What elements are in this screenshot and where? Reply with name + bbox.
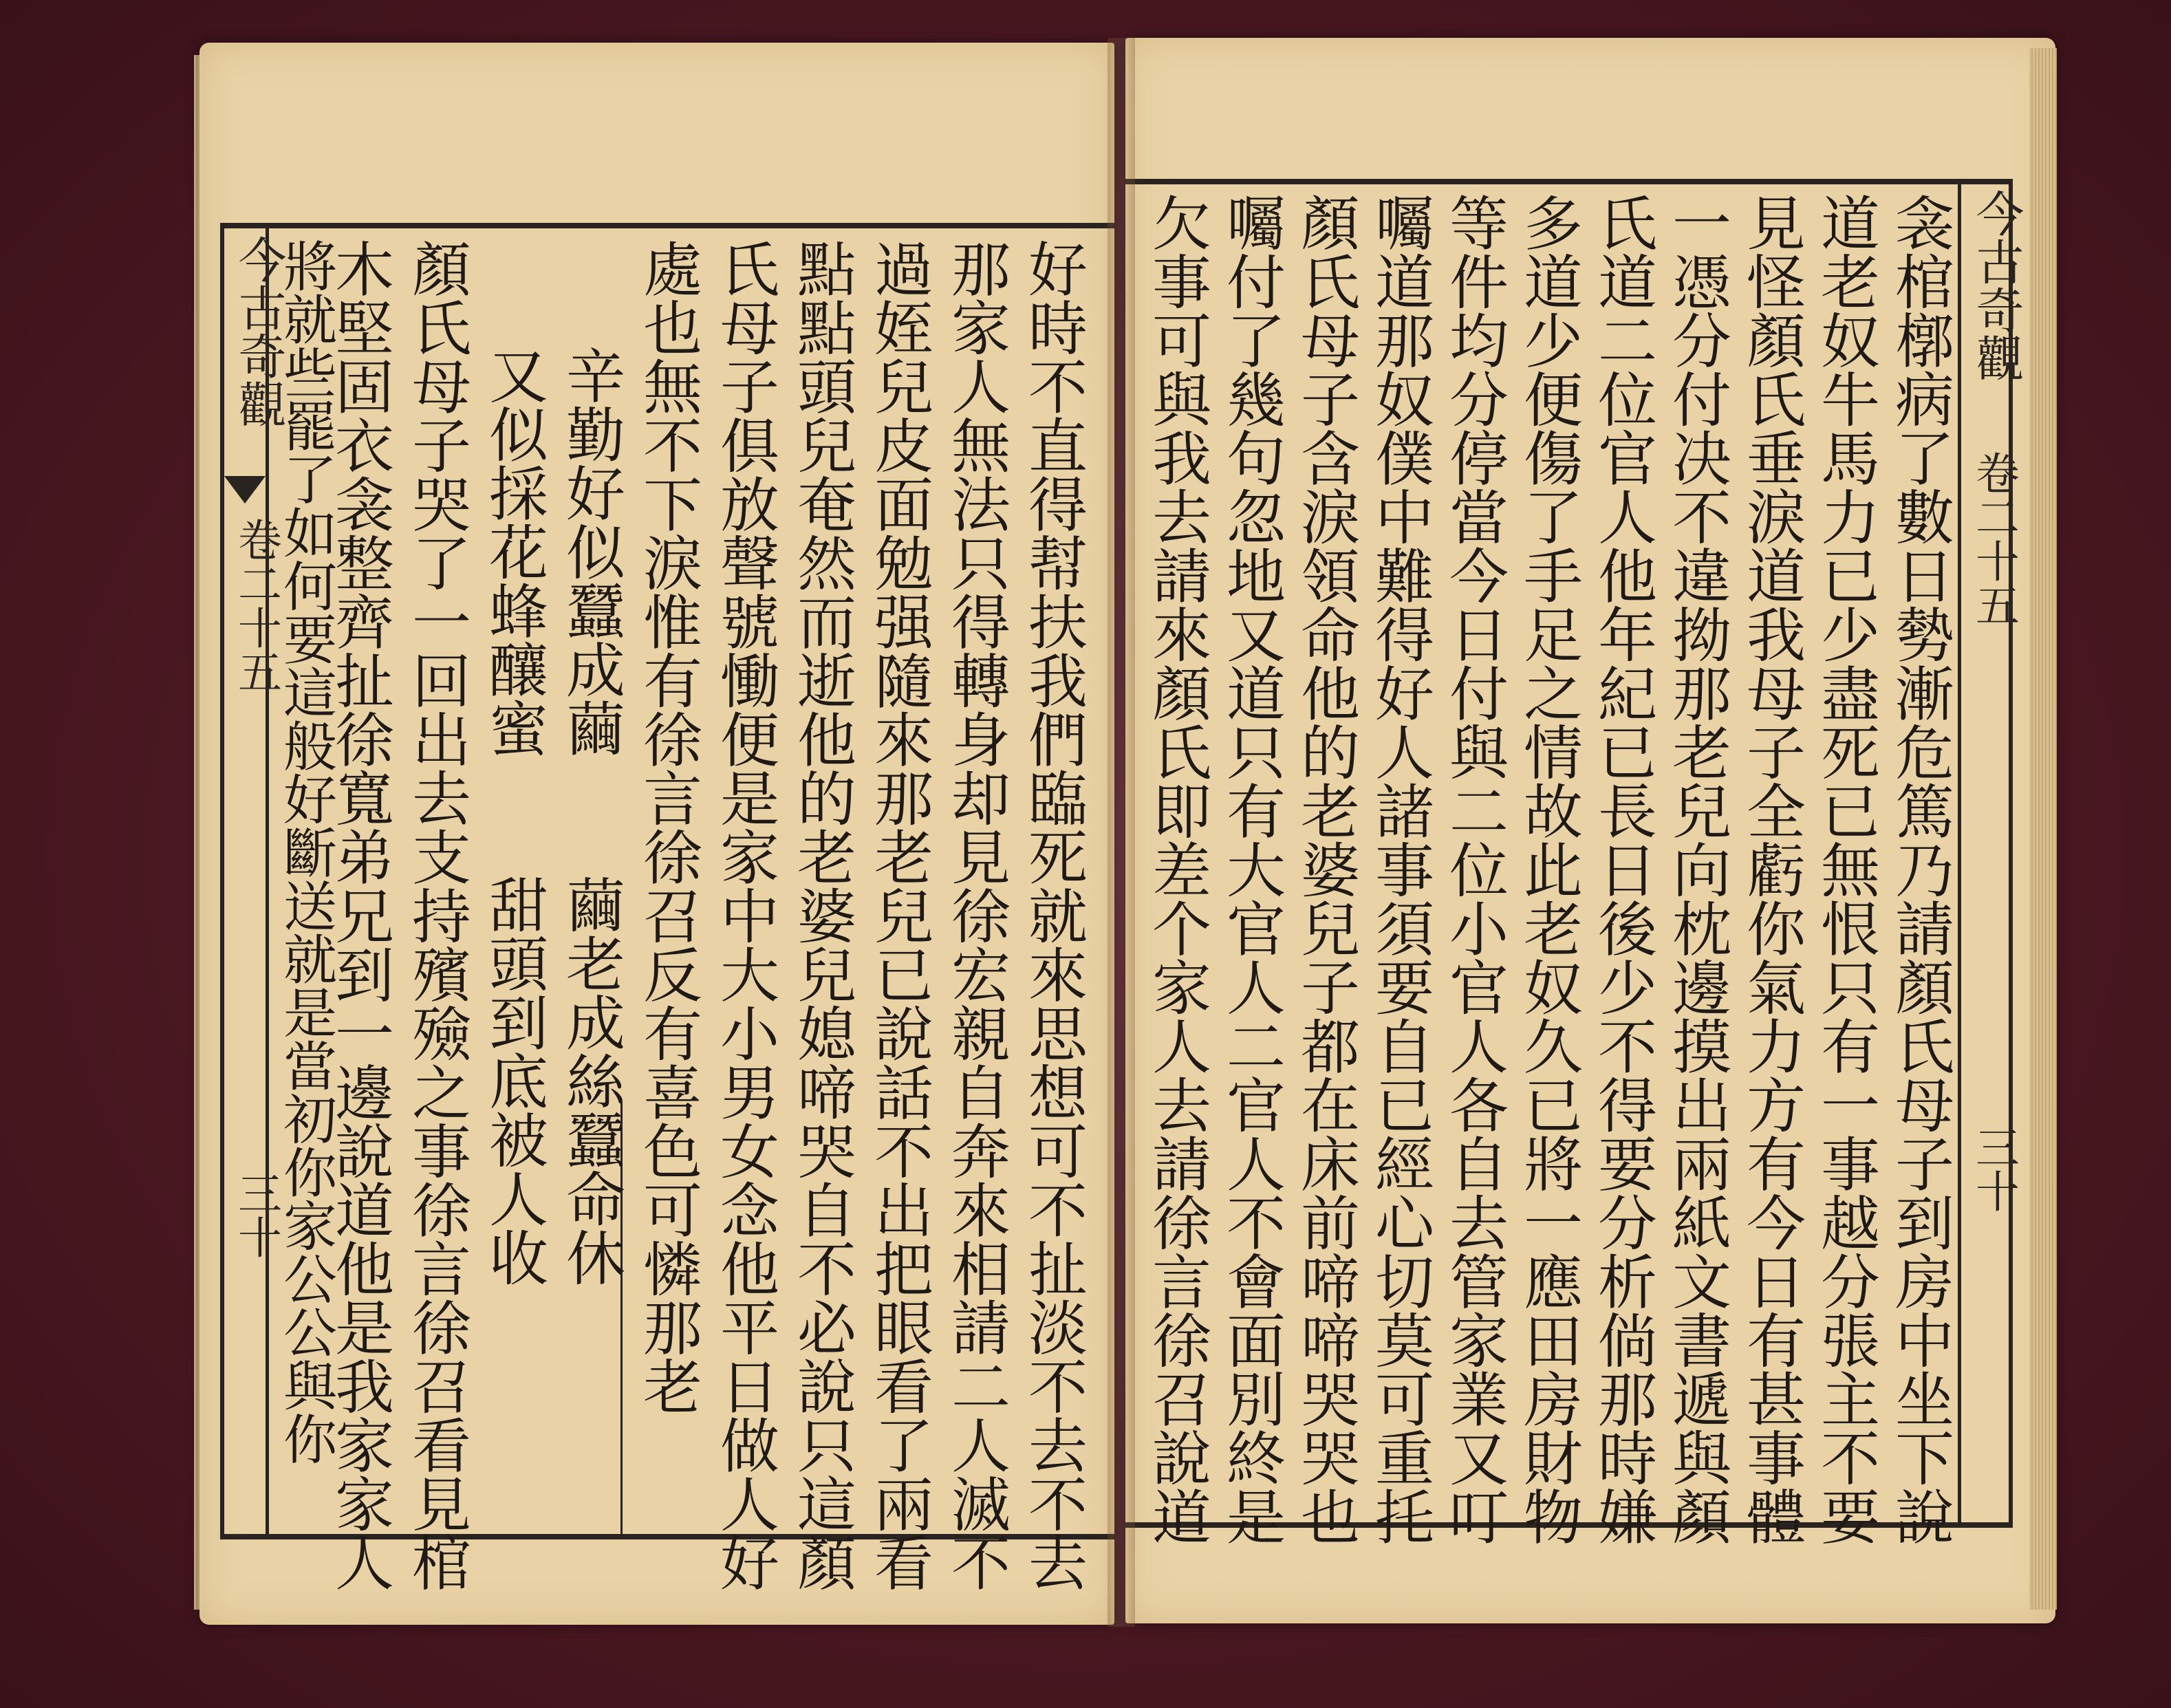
left-col-7-poem: 辛勤好似蠶成繭 繭老成絲蠶命休 (556, 345, 625, 1286)
right-margin-page: 三十 (1968, 1125, 2019, 1213)
right-col-6: 多道少便傷了手足之情故此老奴久已將一應田房財物 (1513, 193, 1582, 1546)
right-page-top-rule (1125, 179, 2013, 184)
right-col-7: 等件均分停當今日付與二位小官人各自去管家業又叮 (1439, 193, 1508, 1546)
left-margin-title: 今古奇觀 (230, 235, 287, 428)
left-page (199, 43, 1114, 1625)
right-col-1: 衾棺槨病了數日勢漸危篤乃請顏氏母子到房中坐下說 (1885, 193, 1954, 1546)
right-col-10: 囑付了幾句忽地又道只有大官人二官人不會面別終是 (1216, 193, 1285, 1546)
right-col-2: 道老奴牛馬力已少盡死已無恨只有一事越分張主不要 (1811, 193, 1879, 1546)
right-margin-title: 今古奇觀 (1968, 189, 2024, 382)
left-col-6: 處也無不下淚惟有徐言徐召反有喜色可憐那老 (633, 239, 702, 1415)
left-col-8-poem: 又似採花蜂釀蜜 甜頭到底被人收 (479, 345, 548, 1286)
left-col-11: 將就些罷了如何要這般好斷送就是當初你家公公與你 (274, 239, 336, 1465)
left-col-10: 木堅固衣衾整齊扯徐寬弟兄到一邊說道他是我家家人 (325, 239, 393, 1592)
right-col-3: 見怪顏氏垂淚道我母子全虧你氣力方有今日有甚事體 (1736, 193, 1805, 1546)
left-margin-page: 三十 (230, 1171, 281, 1259)
left-col-2: 那家人無法只得轉身却見徐宏親自奔來相請二人滅不 (941, 239, 1010, 1592)
right-col-4: 一憑分付决不違拗那老兒向枕邊摸出兩紙文書遞與顏 (1662, 193, 1731, 1546)
left-col-5: 氏母子俱放聲號慟便是家中大小男女念他平日做人好 (710, 239, 779, 1592)
right-col-5: 氏道二位官人他年紀已長日後少不得要分析倘那時嫌 (1588, 193, 1656, 1546)
right-margin-volume: 卷二十五 (1968, 451, 2019, 627)
fish-tail-mark (224, 476, 266, 504)
left-col-4: 點點頭兒奄然而逝他的老婆兒媳啼哭自不必說只這顏 (787, 239, 856, 1592)
left-margin-volume: 卷二十五 (230, 517, 281, 693)
left-page-top-rule (220, 223, 1114, 228)
right-col-11: 欠事可與我去請來顏氏即差个家人去請徐言徐召說道 (1142, 193, 1211, 1546)
left-col-3: 過姪兒皮面勉强隨來那老兒已說話不出把眼看了兩看 (864, 239, 933, 1592)
right-page-edges (2029, 48, 2057, 1610)
right-col-8: 囑道那奴僕中難得好人諸事須要自已經心切莫可重托 (1365, 193, 1434, 1546)
right-col-9: 顏氏母子含淚領命他的老婆兒子都在床前啼啼哭哭也 (1290, 193, 1359, 1546)
right-page-margin-rule (1958, 179, 1961, 1528)
left-col-9: 顏氏母子哭了一回出去支持殯殮之事徐言徐召看見棺 (402, 239, 471, 1592)
left-col-1: 好時不直得幇扶我們臨死就來思想可不扯淡不去不去 (1018, 239, 1087, 1592)
right-page (1125, 38, 2055, 1623)
book-gutter (1108, 38, 1135, 1627)
